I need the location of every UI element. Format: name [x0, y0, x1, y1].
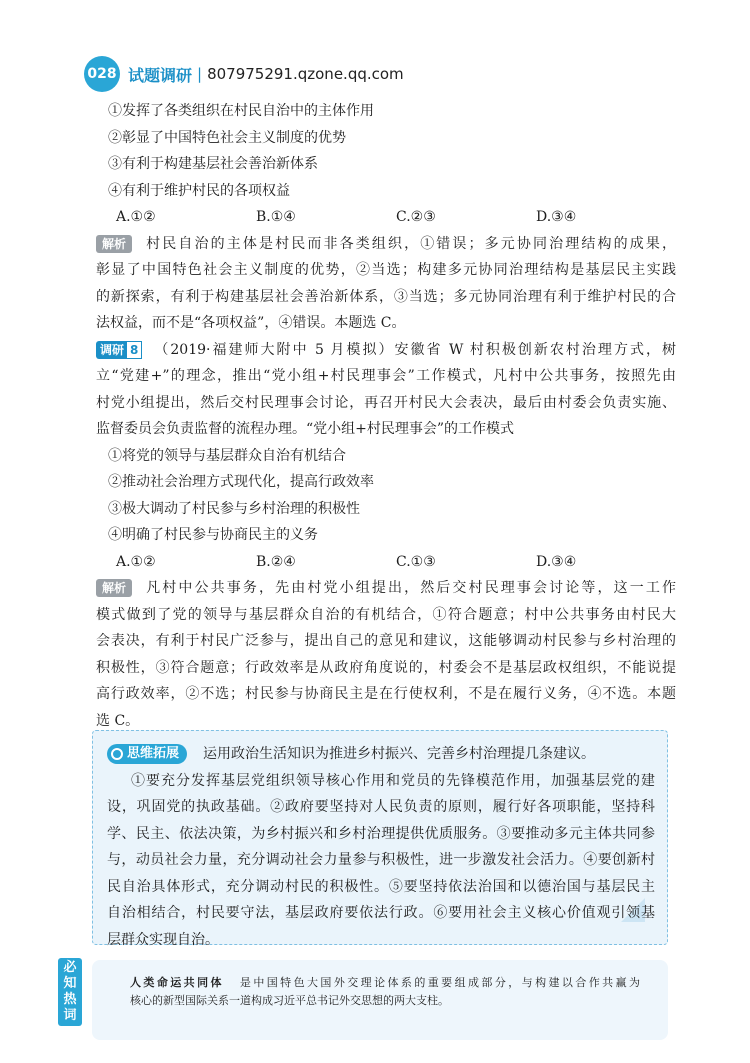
q7-choices [96, 204, 676, 231]
q7-option: ③有利于构建基层社会善治新体系 [108, 156, 318, 172]
q8-stem-line: 村党小组提出，然后交村民理事会讨论，再召开村民大会表决，最后由村委会负责实施、 [96, 394, 676, 411]
thinking-intro-line: 思维拓展 运用政治生活知识为推进乡村振兴、完善乡村治理提几条建议。 [107, 741, 655, 768]
q8-option: ①将党的领导与基层群众自治有机结合 [108, 447, 346, 464]
thinking-content [107, 741, 655, 953]
main-content [96, 98, 676, 734]
q8-stem-line: 调研 8 （2019·福建师大附中 5 月模拟）安徽省 W 村积极创新农村治理方式，树 [96, 337, 676, 364]
q8-choice-d: D.③④ [536, 553, 577, 570]
q8-analysis-line: 模式做到了党的领导与基层群众自治的有机结合，①符合题意；村中公共事务由村民大 [96, 606, 676, 623]
q8-analysis-line: 积极性，③符合题意；行政效率是从政府角度说的，村委会不是基层政权组织，不能说提 [96, 659, 676, 676]
hot-word-line: 核心的新型国际关系一道构成习近平总书记外交思想的两大支柱。 [130, 994, 449, 1007]
q7-option: ④有利于维护村民的各项权益 [108, 182, 290, 199]
q7-choice-a: A.①② [116, 209, 156, 225]
section-title: 试题调研 [128, 65, 193, 85]
thinking-extension-box [92, 730, 668, 948]
q7-analysis-line: 解析 村民自治的主体是村民而非各类组织，①错误；多元协同治理结构的成果， [96, 231, 676, 258]
q8-analysis-line: 解析 凡村中公共事务，先由村党小组提出，然后交村民理事会讨论等，这一工作 [96, 575, 676, 602]
q7-option: ①发挥了各类组织在村民自治中的主体作用 [108, 103, 374, 119]
thinking-line: 民自治具体形式，充分调动村民的积极性。⑤要坚持依法治国和以德治国与基层民主 [107, 878, 655, 895]
thinking-line: ①要充分发挥基层党组织领导核心作用和党员的先锋模范作用，加强基层党的建 [131, 772, 655, 789]
hot-word-title: 人类命运共同体 [130, 976, 224, 989]
page-header [84, 56, 404, 92]
q8-choices [96, 549, 676, 576]
q8-choice-b: B.②④ [256, 553, 296, 570]
page-number: 028 [84, 56, 120, 92]
q8-stem-line: 监督委员会负责监督的流程办理。“党小组+村民理事会”的工作模式 [96, 421, 515, 437]
side-tab-hot-words: 必 知 热 词 [58, 958, 82, 1026]
header-separator: | [197, 65, 203, 83]
thinking-line: 设，巩固党的执政基础。②政府要坚持对人民负责的原则，履行好各项职能，坚持科 [107, 799, 655, 815]
thinking-line: 层群众实现自治。 [107, 931, 219, 948]
q7-choice-b: B.①④ [256, 209, 296, 225]
q8-choice-a: A.①② [116, 553, 156, 570]
q7-analysis-line: 法权益，而不是“各项权益”，④错误。本题选 C。 [96, 315, 406, 331]
thinking-line: 与，动员社会力量，充分调动社会力量参与积极性，进一步激发社会活力。④要创新村 [107, 852, 655, 868]
q7-analysis-line: 彰显了中国特色社会主义制度的优势，②当选；构建多元协同治理结构是基层民主实践 [96, 262, 676, 278]
q7-analysis-line: 的新探索，有利于构建基层社会善治新体系，③当选；多元协同治理有利于维护村民的合 [96, 288, 676, 305]
lightbulb-icon [111, 748, 123, 760]
q8-analysis-line: 会表决，有利于村民广泛参与，提出自己的意见和建议，这能够调动村民参与乡村治理的 [96, 633, 676, 649]
thinking-line: 自治相结合，村民要守法，基层政府要依法行政。⑥要用社会主义核心价值观引领基 [107, 905, 655, 921]
q8-option: ③极大调动了村民参与乡村治理的积极性 [108, 500, 360, 517]
hot-word-text [130, 974, 640, 1010]
thinking-line: 学、民主、依法决策，为乡村振兴和乡村治理提供优质服务。③要推动多元主体共同参 [107, 825, 655, 842]
q7-choice-d: D.③④ [536, 209, 577, 225]
analysis-badge: 解析 [96, 235, 132, 253]
thinking-badge: 思维拓展 [107, 744, 187, 764]
q8-option: ④明确了村民参与协商民主的义务 [108, 527, 318, 543]
q7-option: ②彰显了中国特色社会主义制度的优势 [108, 129, 346, 146]
q8-analysis-line: 选 C。 [96, 712, 140, 729]
hot-word-line: 是中国特色大国外交理论体系的重要组成部分，与构建以合作共赢为 [239, 976, 641, 989]
q7-choice-c: C.②③ [396, 209, 436, 225]
hot-word-box [92, 960, 668, 1040]
analysis-badge: 解析 [96, 579, 132, 597]
header-url: 807975291.qzone.qq.com [207, 65, 404, 83]
q8-option: ②推动社会治理方式现代化，提高行政效率 [108, 474, 374, 490]
question-badge: 调研 8 [96, 341, 142, 359]
q8-stem-line: 立“党建+”的理念，推出“党小组+村民理事会”工作模式，凡村中公共事务，按照先由 [96, 368, 676, 384]
q8-analysis-line: 高行政效率，②不选；村民参与协商民主是在行使权利，不是在履行义务，④不选。本题 [96, 686, 676, 702]
q8-choice-c: C.①③ [396, 553, 436, 570]
